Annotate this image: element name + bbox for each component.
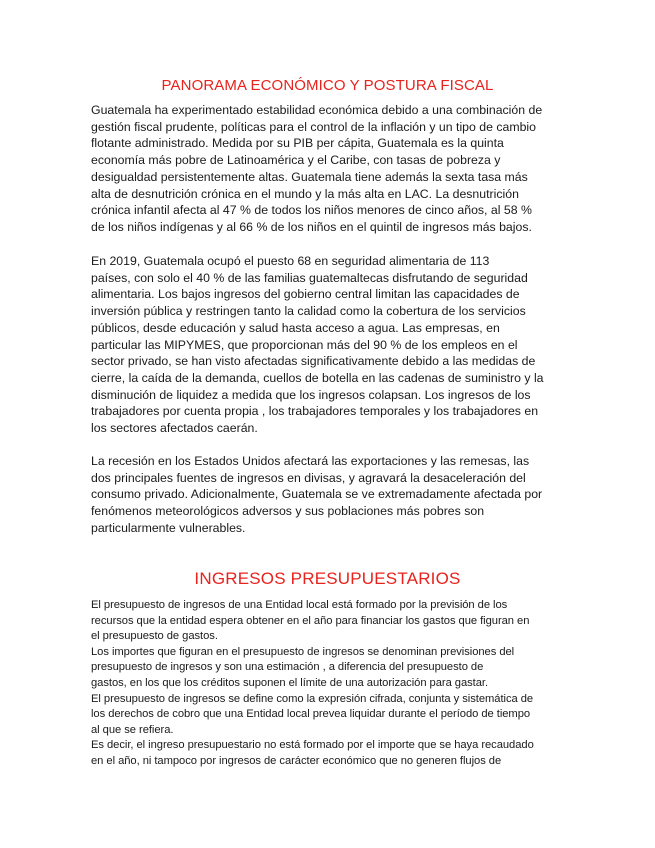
text-line: El presupuesto de ingresos se define como la expresión cifrada, conjunta y sistemática de: [91, 692, 534, 705]
text-line: al que se refiera.: [91, 723, 174, 736]
paragraph-economic-stability: [91, 102, 542, 236]
text-line: sector privado, se han visto afectadas significativamente debido a las medidas de: [91, 354, 536, 369]
text-line: Guatemala ha experimentado estabilidad económica debido a una combinación de: [91, 103, 543, 117]
text-line: crónica infantil afecta al 47 % de todos los niños menores de cinco años, al 58 %: [91, 203, 532, 218]
text-line: consumo privado. Adicionalmente, Guatemala se ve extremadamente afectada por: [91, 487, 543, 502]
text-line: economía más pobre de Latinoamérica y el Caribe, con tasas de pobreza y: [91, 153, 501, 168]
text-line: alimentaria. Los bajos ingresos del gobierno central limitan las capacidades de: [91, 287, 520, 302]
text-line: En 2019, Guatemala ocupó el puesto 68 en seguridad alimentaria de 113: [91, 254, 490, 268]
text-line: flotante administrado. Medida por su PIB per cápita, Guatemala es la quinta: [91, 136, 504, 151]
text-line: de los niños indígenas y al 66 % de los niños en el quintil de ingresos más bajos.: [91, 219, 532, 234]
text-line: presupuesto de ingresos y son una estimación , a diferencia del presupuesto de: [91, 661, 484, 674]
section-heading-ingresos: INGRESOS PRESUPUESTARIOS: [194, 569, 461, 588]
text-line: los derechos de cobro que una Entidad local prevea liquidar durante el período de tiempo: [91, 708, 531, 721]
section-heading-panorama: PANORAMA ECONÓMICO Y POSTURA FISCAL: [161, 77, 494, 94]
text-line: Los importes que figuran en el presupuesto de ingresos se denominan previsiones del: [91, 645, 515, 658]
text-line: los sectores afectados caerán.: [91, 421, 258, 436]
text-line: el presupuesto de gastos.: [91, 630, 218, 643]
text-line: dos principales fuentes de ingresos en divisas, y agravará la desaceleración del: [91, 470, 526, 485]
text-line: desigualdad persistentemente altas. Guatemala tiene además la sexta tasa más: [91, 169, 528, 184]
paragraph-us-recession: [91, 453, 542, 537]
text-line: inversión pública y restringen tanto la calidad como la cobertura de los servicios: [91, 304, 526, 319]
paragraph-budget-revenue: [91, 598, 534, 770]
text-line: El presupuesto de ingresos de una Entidad local está formado por la previsión de los: [91, 599, 508, 611]
text-line: recursos que la entidad espera obtener en el año para financiar los gastos que figuran en: [91, 614, 530, 627]
text-line: cierre, la caída de la demanda, cuellos de botella en las cadenas de suministro y la: [91, 370, 544, 385]
text-line: países, con solo el 40 % de las familias guatemaltecas disfrutando de seguridad: [91, 270, 528, 285]
text-line: trabajadores por cuenta propia , los trabajadores temporales y los trabajadores en: [91, 404, 539, 419]
paragraph-food-security: [91, 253, 544, 437]
text-line: disminución de liquidez a medida que los ingresos colapsan. Los ingresos de los: [91, 387, 531, 402]
text-line: particularmente vulnerables.: [91, 520, 246, 535]
text-line: gastos, en los que los créditos suponen el límite de una autorización para gastar.: [91, 676, 489, 689]
text-line: La recesión en los Estados Unidos afectará las exportaciones y las remesas, las: [91, 454, 530, 468]
text-line: en el año, ni tampoco por ingresos de carácter económico que no generen flujos de: [91, 754, 502, 767]
text-line: alta de desnutrición crónica en el mundo y la más alta en LAC. La desnutrición: [91, 186, 519, 201]
text-line: gestión fiscal prudente, políticas para el control de la inflación y un tipo de cambio: [91, 119, 536, 134]
text-line: particular las MIPYMES, que proporcionan más del 90 % de los empleos en el: [91, 337, 518, 352]
text-line: Es decir, el ingreso presupuestario no está formado por el importe que se haya recaudado: [91, 739, 534, 752]
text-line: públicos, desde educación y salud hasta acceso a agua. Las empresas, en: [91, 320, 500, 335]
text-line: fenómenos meteorológicos adversos y sus poblaciones más pobres son: [91, 504, 485, 519]
